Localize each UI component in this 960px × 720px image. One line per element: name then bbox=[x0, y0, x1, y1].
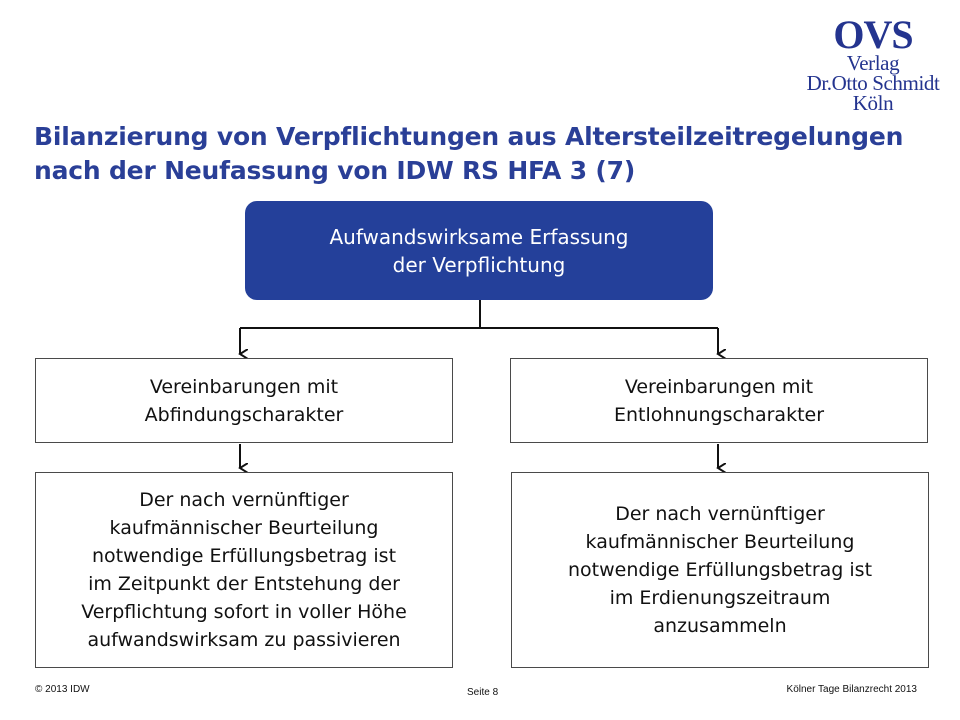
result-connectors bbox=[240, 444, 718, 468]
left-result-line-4: im Zeitpunkt der Entstehung der bbox=[88, 573, 400, 595]
right-result-line-4: im Erdienungszeitraum bbox=[609, 587, 831, 609]
slide-title-line-1: Bilanzierung von Verpflichtungen aus Altersteilzeitregelungen bbox=[34, 122, 904, 151]
settlement-box-line-2: Abfindungscharakter bbox=[144, 403, 344, 426]
left-result-line-5: Verpflichtung sofort in voller Höhe bbox=[81, 601, 407, 623]
right-result-line-3: notwendige Erfüllungsbetrag ist bbox=[567, 559, 873, 581]
root-branch-connector bbox=[240, 300, 718, 354]
page-number-footer: Seite 8 bbox=[467, 687, 499, 698]
root-box-line-1: Aufwandswirksame Erfassung bbox=[329, 224, 629, 249]
accumulation-box bbox=[511, 472, 929, 668]
right-result-line-5: anzusammeln bbox=[653, 615, 787, 637]
left-result-line-2: kaufmännischer Beurteilung bbox=[109, 517, 379, 539]
slide-title bbox=[34, 120, 904, 188]
copyright-footer: © 2013 IDW bbox=[35, 684, 90, 695]
settlement-box-line-1: Vereinbarungen mit bbox=[149, 375, 339, 398]
left-result-line-6: aufwandswirksam zu passivieren bbox=[87, 629, 401, 651]
publisher-logo bbox=[798, 12, 948, 115]
root-box-line-2: der Verpflichtung bbox=[392, 252, 566, 277]
remuneration-box-line-2: Entlohnungscharakter bbox=[613, 403, 825, 426]
remuneration-agreements-box bbox=[510, 358, 928, 443]
event-footer: Kölner Tage Bilanzrecht 2013 bbox=[786, 684, 917, 695]
logo-text-publisher: Dr.Otto Schmidt bbox=[806, 70, 940, 95]
logo-text-verlag: Verlag bbox=[846, 51, 900, 75]
remuneration-box-line-1: Vereinbarungen mit bbox=[624, 375, 814, 398]
left-result-line-3: notwendige Erfüllungsbetrag ist bbox=[91, 545, 397, 567]
immediate-recognition-box bbox=[35, 472, 453, 668]
right-result-line-1: Der nach vernünftiger bbox=[615, 503, 825, 525]
logo-text-city: Köln bbox=[852, 90, 894, 115]
settlement-agreements-box bbox=[35, 358, 453, 443]
left-result-line-1: Der nach vernünftiger bbox=[139, 489, 349, 511]
right-result-line-2: kaufmännischer Beurteilung bbox=[585, 531, 855, 553]
ovs-logo-mark: OVS bbox=[833, 12, 913, 57]
slide-title-line-2: nach der Neufassung von IDW RS HFA 3 (7) bbox=[34, 156, 636, 185]
root-decision-box bbox=[245, 201, 713, 300]
